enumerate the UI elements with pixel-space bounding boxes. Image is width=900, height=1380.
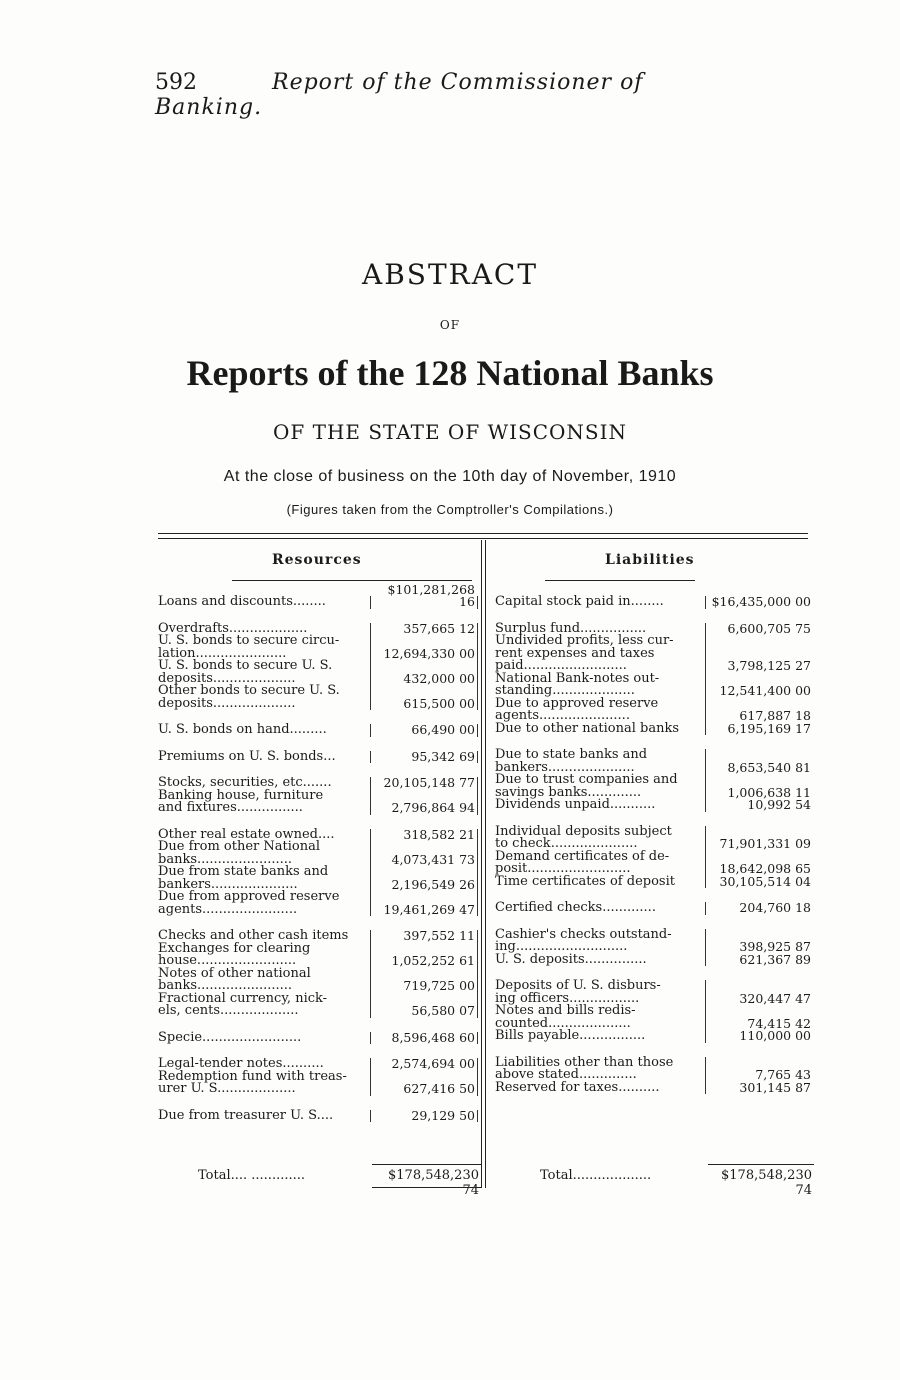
table-row [495,799,813,812]
main-title: Reports of the 128 National Banks [186,353,714,393]
row-amount: $16,435,000 00 [705,596,813,609]
figures-note: (Figures taken from the Comptroller's Compilations.) [286,502,614,517]
row-amount: 8,653,540 81 [705,749,813,774]
row-amount: 615,500 00 [370,685,478,710]
table-row [495,670,813,698]
row-amount: 20,105,148 77 [370,777,478,790]
running-header [155,70,715,120]
row-label: Other real estate owned.... [158,826,335,842]
row-label: Due to approved reserve agents...................... [495,695,659,723]
table-row [495,695,813,723]
table-row [495,926,813,954]
row-label: U. S. bonds to secure U. S. deposits.................... [158,658,333,686]
row-label: Banking house, furniture and fixtures................ [158,787,324,815]
column-divider-double [485,540,486,1188]
row-amount: 74,415 42 [705,1005,813,1030]
row-label: Due from treasurer U. S.... [158,1107,334,1123]
row-label: Due from approved reserve agents....................... [158,889,340,917]
resources-total-amount: $178,548,230 74 [388,1168,479,1198]
table-top-rule-double [158,538,808,539]
table-row [495,902,813,915]
row-amount: $101,281,268 16 [370,596,478,609]
liabilities-heading: Liabilities [605,552,695,568]
row-amount: 617,887 18 [705,698,813,723]
row-label: Due to other national banks [495,720,680,736]
table-row [158,990,478,1018]
table-row [495,848,813,876]
row-amount: 4,073,431 73 [370,841,478,866]
table-row [495,720,813,736]
row-label: Certified checks............. [495,900,656,915]
row-label: Bills payable................ [495,1028,646,1043]
row-amount: 6,600,705 75 [705,623,813,636]
row-label: Exchanges for clearing house........................ [158,940,311,968]
running-title: Report of the Commissioner of Banking. [155,70,644,120]
table-row [495,873,813,889]
row-label: Fractional currency, nick- els, cents................... [158,990,328,1018]
row-amount: 627,416 50 [370,1071,478,1096]
liabilities-total-amount: $178,548,230 74 [721,1168,812,1198]
row-amount: 3,798,125 27 [705,635,813,673]
row-amount: 2,574,694 00 [370,1058,478,1071]
row-label: Legal-tender notes.......... [158,1056,324,1071]
table-row [158,1107,478,1123]
row-label: Surplus fund................ [495,620,647,636]
row-label: Overdrafts................... [158,620,308,636]
row-amount: 1,052,252 61 [370,943,478,968]
column-divider [481,540,482,1188]
table-row [158,635,478,660]
row-label: Demand certificates of de- posit......................... [495,848,670,876]
table-row [495,774,813,799]
row-label: U. S. deposits............... [495,951,647,967]
row-label: Due from state banks and bankers..................... [158,864,329,892]
row-label: Deposits of U. S. disburs- ing officers................. [495,978,661,1006]
row-amount: 357,665 12 [370,623,478,636]
row-amount: 12,694,330 00 [370,635,478,660]
table-row [158,748,478,764]
row-label: Checks and other cash items [158,928,349,943]
row-label: National Bank-notes out- standing.................... [495,670,660,698]
row-label: Due from other National banks....................... [158,839,321,867]
row-amount: 320,447 47 [705,980,813,1005]
close-of-business-line: At the close of business on the 10th day of November, 1910 [223,468,677,485]
row-amount: 6,195,169 17 [705,723,813,736]
table-row [158,940,478,968]
row-amount: 2,796,864 94 [370,790,478,815]
table-row [158,1029,478,1045]
table-row [495,1005,813,1030]
state-subtitle: OF THE STATE OF WISCONSIN [272,420,628,444]
row-label: Individual deposits subject to check..................... [495,823,672,851]
table-row [158,866,478,891]
table-top-rule [158,533,808,534]
row-label: Due to trust companies and savings banks............. [495,772,678,800]
table-row [158,965,478,993]
row-amount: 7,765 43 [705,1057,813,1082]
resources-heading-rule [232,580,472,581]
table-row [495,1030,813,1043]
resources-total-rule [372,1164,482,1165]
resources-total-label: Total.... ............. [198,1168,306,1183]
liabilities-heading-rule [545,580,695,581]
row-amount: 301,145 87 [705,1082,813,1095]
table-row [158,660,478,685]
row-amount: 30,105,514 04 [705,876,813,889]
table-row [158,581,478,609]
row-label: U. S. bonds to secure circu- lation...................... [158,633,340,661]
row-label: U. S. bonds on hand......... [158,722,327,737]
row-label: Reserved for taxes.......... [495,1079,660,1095]
row-amount: 397,552 11 [370,930,478,943]
row-amount: 95,342 69 [370,751,478,764]
row-label: Notes of other national banks....................... [158,965,311,993]
row-amount: 18,642,098 65 [705,851,813,876]
row-amount: 318,582 21 [370,829,478,842]
row-label: Dividends unpaid........... [495,797,656,812]
row-label: Redemption fund with treas- urer U. S................... [158,1068,347,1096]
row-amount: 719,725 00 [370,968,478,993]
table-row [158,1068,478,1096]
row-amount: 29,129 50 [370,1110,478,1123]
table-row [495,1079,813,1095]
row-amount: 66,490 00 [370,724,478,737]
row-label: Notes and bills redis- counted.................... [495,1003,636,1031]
of-heading: OF [439,318,461,332]
row-amount: 12,541,400 00 [705,673,813,698]
table-row [495,951,813,967]
row-label: Time certificates of deposit [495,873,675,889]
row-label: Premiums on U. S. bonds... [158,748,336,764]
resources-bottom-rule [372,1187,482,1188]
row-label: Capital stock paid in........ [495,594,664,609]
row-amount: 19,461,269 47 [370,891,478,916]
row-label: Loans and discounts........ [158,594,326,609]
resources-column [158,581,478,1123]
row-amount: 1,006,638 11 [705,774,813,799]
row-amount: 204,760 18 [705,902,813,915]
row-amount: 398,925 87 [705,929,813,954]
page-number: 592 [155,70,197,95]
row-amount: 2,196,549 26 [370,866,478,891]
table-row [158,685,478,710]
table-row [495,596,813,609]
row-label: Due to state banks and bankers..................... [495,747,648,775]
row-label: Other bonds to secure U. S. deposits.................... [158,683,340,711]
table-row [158,841,478,866]
table-row [495,749,813,774]
liabilities-column [495,596,813,1094]
table-row [158,787,478,815]
liabilities-total-rule [708,1164,814,1165]
row-label: Undivided profits, less cur- rent expenses and taxes paid......................... [495,633,674,673]
row-label: Cashier's checks outstand- ing........................... [495,926,672,954]
row-amount: 8,596,468 60 [370,1032,478,1045]
table-row [158,891,478,916]
abstract-heading: ABSTRACT [361,258,539,291]
table-row [495,1054,813,1082]
row-amount: 432,000 00 [370,660,478,685]
row-amount: 621,367 89 [705,954,813,967]
row-amount: 71,901,331 09 [705,826,813,851]
row-amount: 10,992 54 [705,799,813,812]
row-amount: 110,000 00 [705,1030,813,1043]
table-row [495,635,813,673]
row-label: Specie........................ [158,1029,302,1045]
table-row [495,823,813,851]
row-label: Liabilities other than those above stated.............. [495,1054,674,1082]
table-row [158,724,478,737]
resources-heading: Resources [272,552,362,568]
liabilities-total-label: Total................... [540,1168,652,1183]
row-amount: 56,580 07 [370,993,478,1018]
row-label: Stocks, securities, etc....... [158,775,332,790]
table-row [495,980,813,1005]
